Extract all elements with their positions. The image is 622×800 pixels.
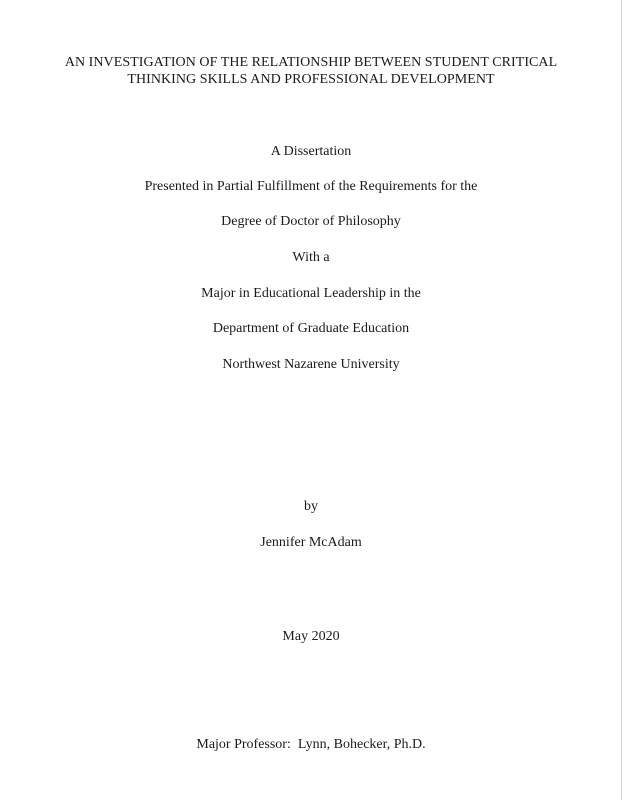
degree-text: Degree of Doctor of Philosophy xyxy=(221,214,401,229)
title-line-2: THINKING SKILLS AND PROFESSIONAL DEVELOPMENT xyxy=(127,72,495,87)
title-line-1: AN INVESTIGATION OF THE RELATIONSHIP BETWEEN STUDENT CRITICAL xyxy=(64,55,558,70)
major-professor-text: Major Professor: Lynn, Bohecker, Ph.D. xyxy=(196,737,426,752)
dissertation-label: A Dissertation xyxy=(270,144,352,159)
department-text: Department of Graduate Education xyxy=(212,321,410,336)
major-text: Major in Educational Leadership in the xyxy=(201,286,421,301)
with-text: With a xyxy=(292,250,330,265)
by-text: by xyxy=(304,499,318,514)
presented-text: Presented in Partial Fulfillment of the Requirements for the xyxy=(144,179,478,194)
university-text: Northwest Nazarene University xyxy=(222,357,400,372)
author-name: Jennifer McAdam xyxy=(260,535,362,550)
date-text: May 2020 xyxy=(282,629,340,644)
